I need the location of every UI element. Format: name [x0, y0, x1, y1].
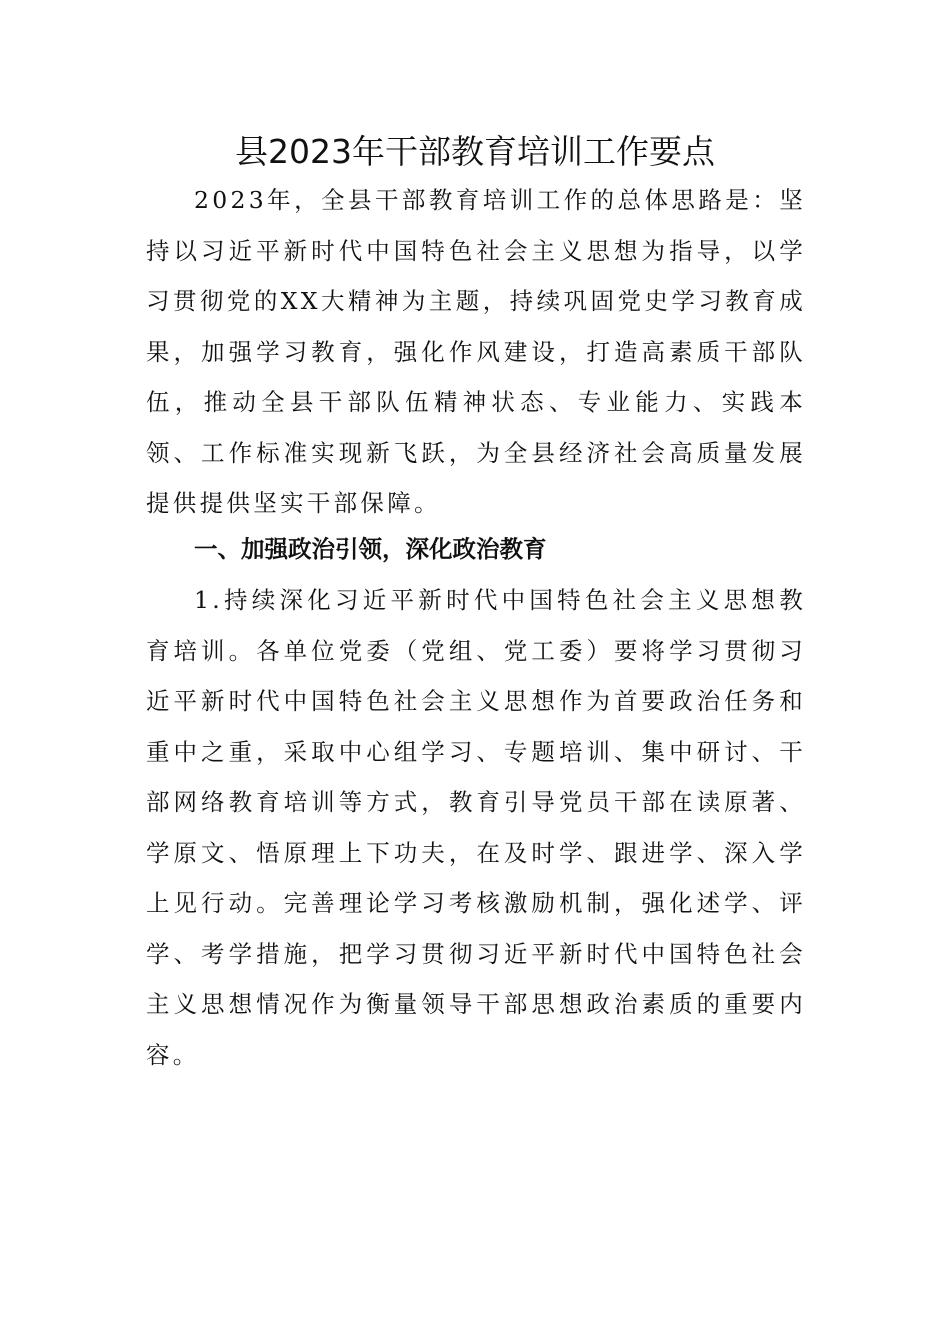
- section-item-paragraph: [146, 575, 806, 1080]
- intro-paragraph: [146, 175, 806, 529]
- document-title: 县2023年干部教育培训工作要点: [235, 132, 715, 171]
- section-heading: 一、加强政治引领，深化政治教育: [194, 535, 547, 563]
- intro-paragraph-text: 2023年，全县干部教育培训工作的总体思路是：坚持以习近平新时代中国特色社会主义思想为指导，以学习贯彻党的XX大精神为主题，持续巩固党史学习教育成果，加强学习教育，强化作风建设，打造高素质干部队伍，推动全县干部队伍精神状态、专业能力、实践本领、工作标准实现新飞跃，为全县经济社会高质量发展提供提供坚实干部保障。: [146, 186, 806, 517]
- section-item-text: 1.持续深化习近平新时代中国特色社会主义思想教育培训。各单位党委（党组、党工委）要将学习贯彻习近平新时代中国特色社会主义思想作为首要政治任务和重中之重，采取中心组学习、专题培训、集中研讨、干部网络教育培训等方式，教育引导党员干部在读原著、学原文、悟原理上下功夫，在及时学、跟进学、深入学上见行动。完善理论学习考核激励机制，强化述学、评学、考学措施，把学习贯彻习近平新时代中国特色社会主义思想情况作为衡量领导干部思想政治素质的重要内容。: [146, 586, 806, 1069]
